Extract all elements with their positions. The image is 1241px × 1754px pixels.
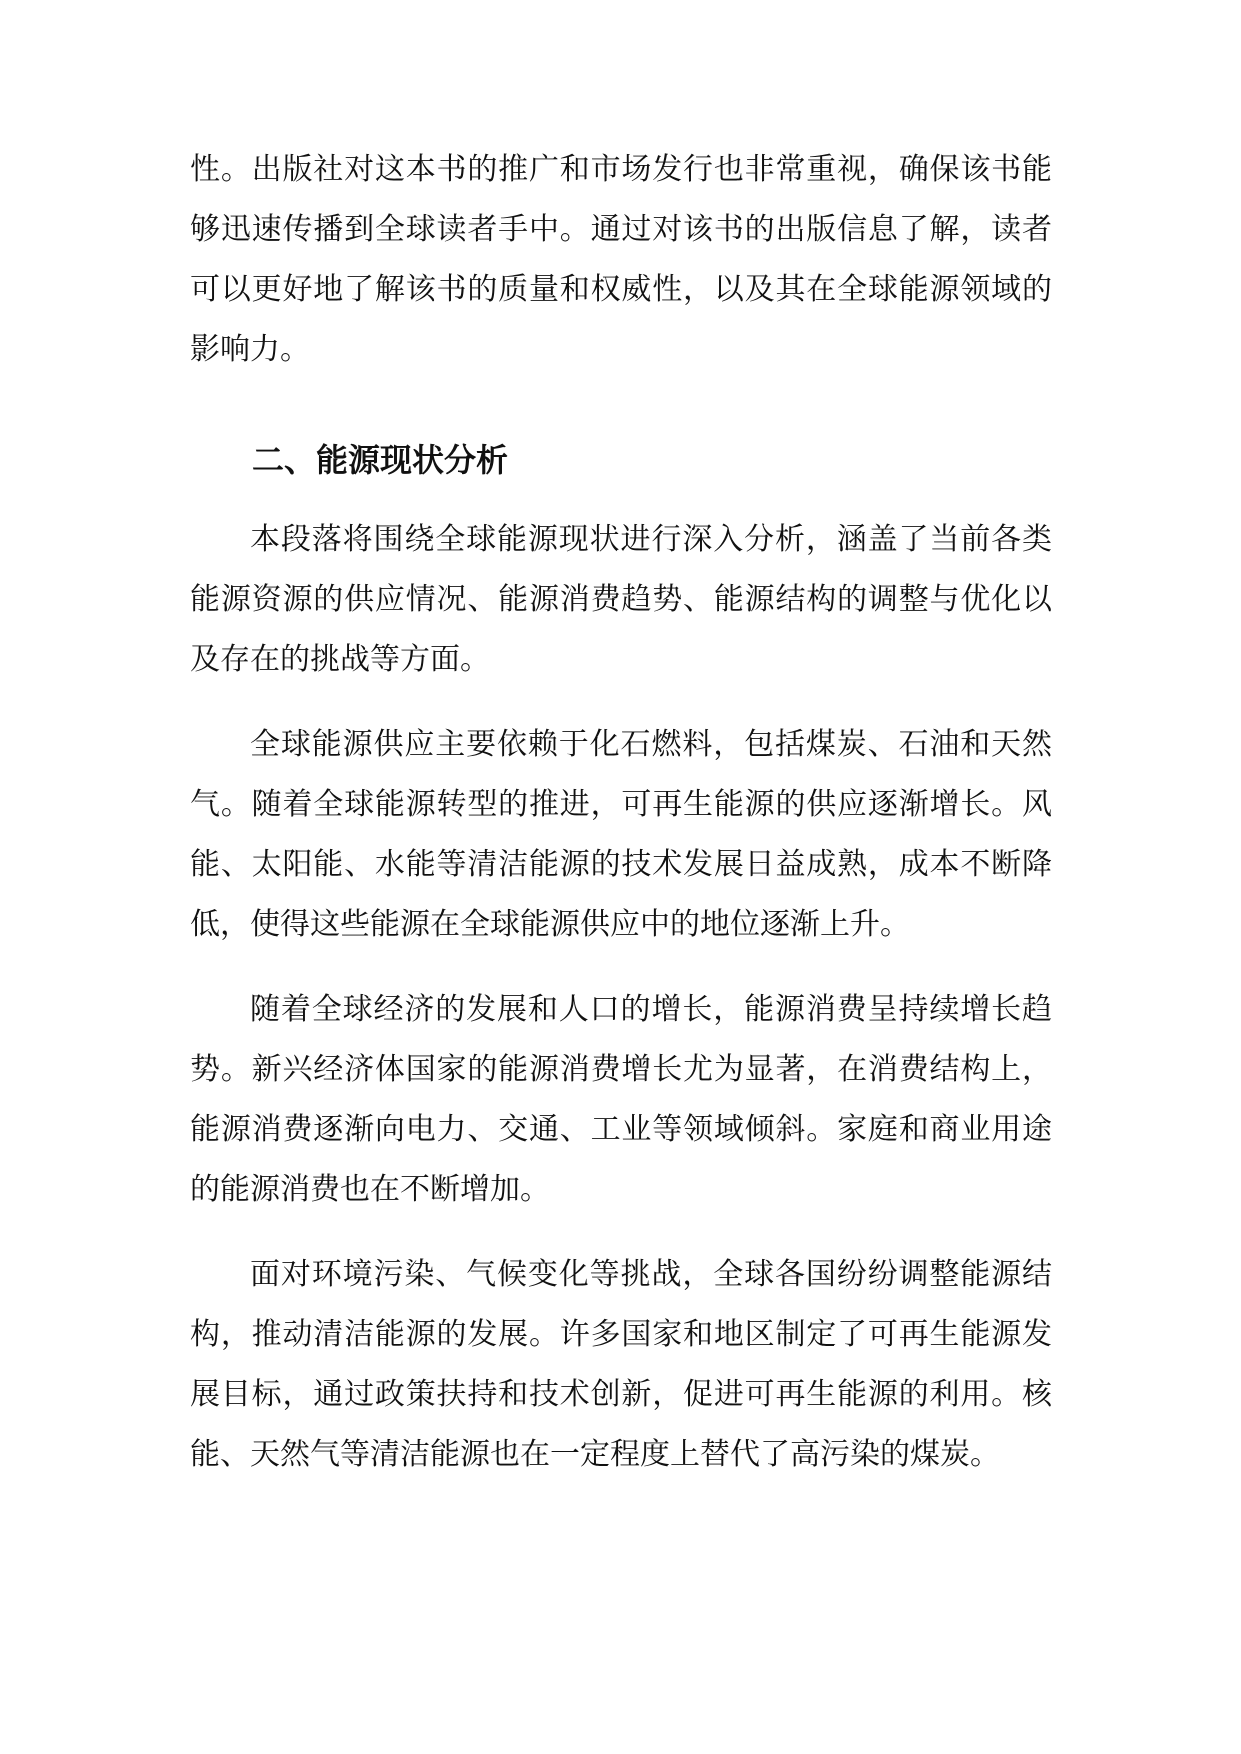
document-page (190, 140, 1052, 1485)
paragraph-energy-structure: 面对环境污染、气候变化等挑战，全球各国纷纷调整能源结构，推动清洁能源的发展。许多国家和地区制定了可再生能源发展目标，通过政策扶持和技术创新，促进可再生能源的利用。核能、天然气等清洁能源也在一定程度上替代了高污染的煤炭。 (190, 1257, 1052, 1472)
paragraph-intro: 本段落将围绕全球能源现状进行深入分析，涵盖了当前各类能源资源的供应情况、能源消费趋势、能源结构的调整与优化以及存在的挑战等方面。 (190, 522, 1052, 677)
paragraph-energy-consumption: 随着全球经济的发展和人口的增长，能源消费呈持续增长趋势。新兴经济体国家的能源消费增长尤为显著，在消费结构上，能源消费逐渐向电力、交通、工业等领域倾斜。家庭和商业用途的能源消费也在不断增加。 (190, 992, 1052, 1207)
continued-paragraph: 性。出版社对这本书的推广和市场发行也非常重视，确保该书能够迅速传播到全球读者手中。通过对该书的出版信息了解，读者可以更好地了解该书的质量和权威性，以及其在全球能源领域的影响力。 (190, 152, 1052, 367)
section-heading: 二、能源现状分析 (252, 441, 509, 479)
paragraph-energy-supply: 全球能源供应主要依赖于化石燃料，包括煤炭、石油和天然气。随着全球能源转型的推进，可再生能源的供应逐渐增长。风能、太阳能、水能等清洁能源的技术发展日益成熟，成本不断降低，使得这些能源在全球能源供应中的地位逐渐上升。 (190, 727, 1052, 942)
